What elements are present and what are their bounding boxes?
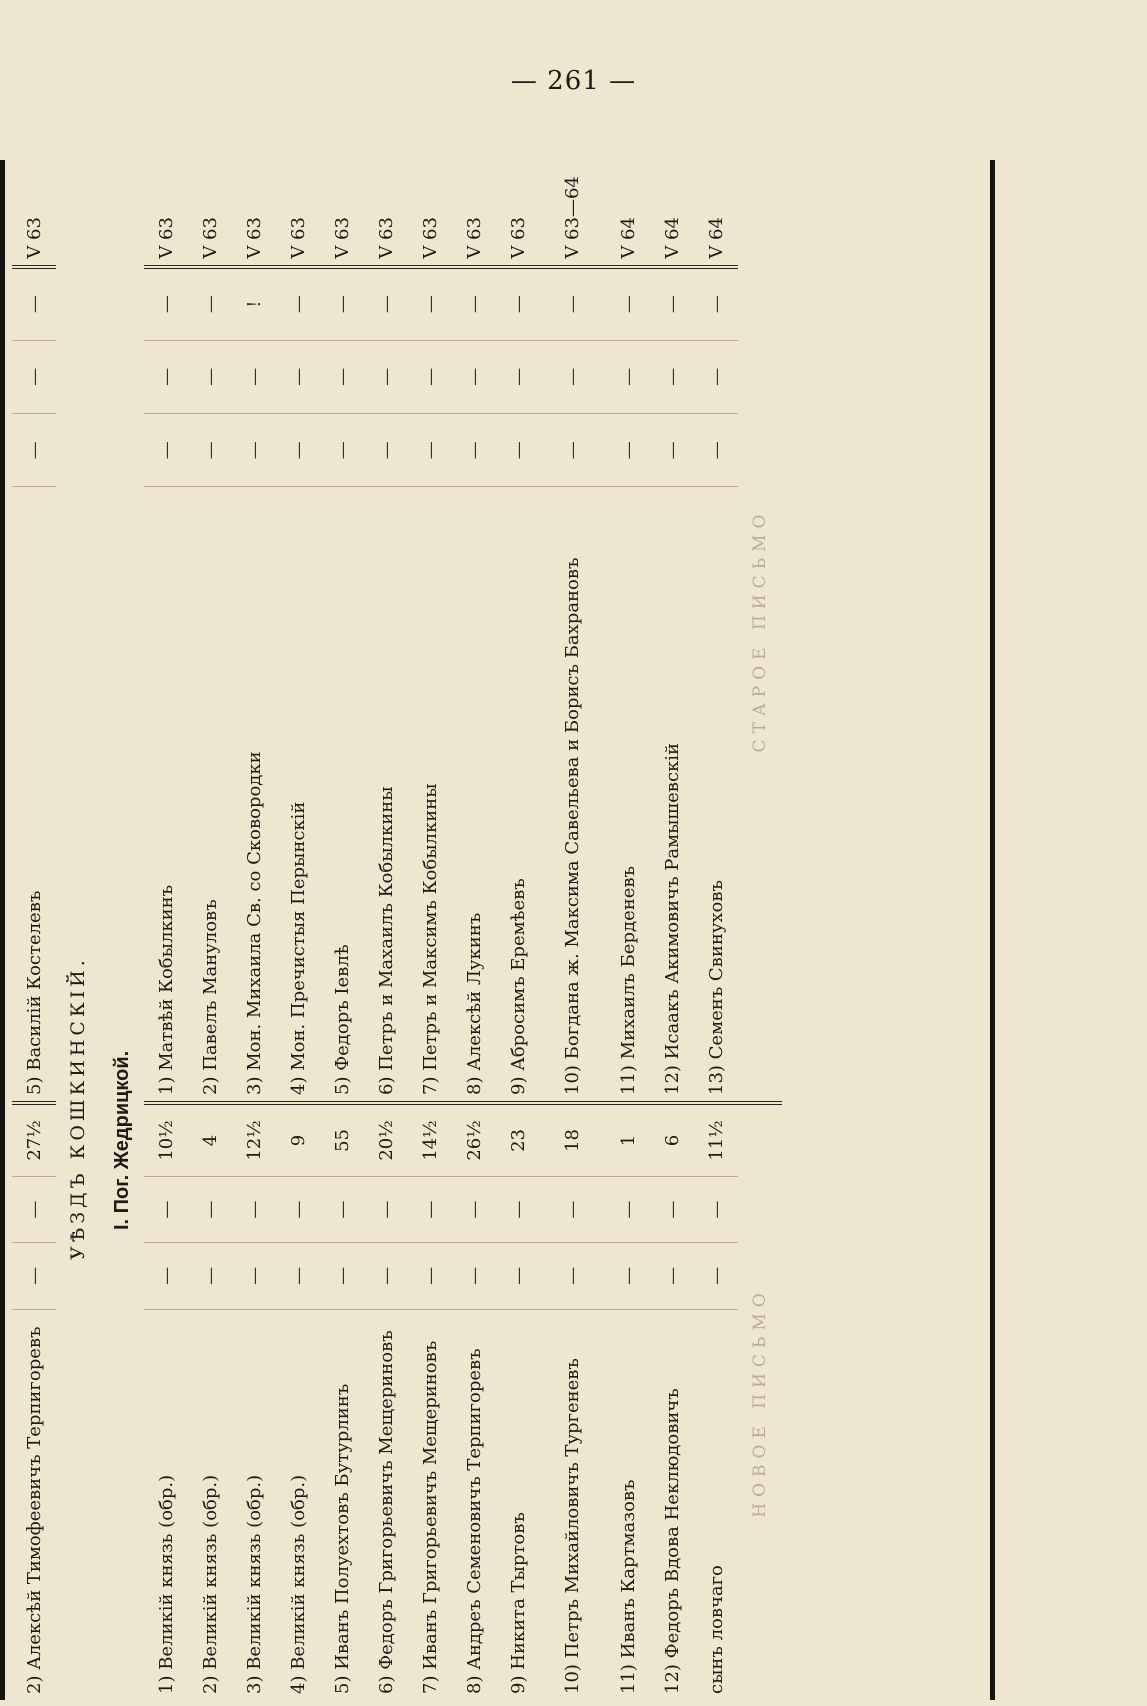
top-rule	[0, 160, 5, 1700]
left-dash-cell: —	[320, 1243, 364, 1309]
left-dash-cell: —	[12, 1176, 56, 1242]
left-dash-cell: —	[408, 1176, 452, 1242]
right-dash-cell: —	[12, 414, 56, 487]
right-dash-cell: —	[408, 414, 452, 487]
table-row	[650, 160, 694, 1700]
obzh-value-cell: 26½	[452, 1103, 496, 1176]
right-dash-cell: —	[12, 267, 56, 340]
right-dash-cell: —	[364, 414, 408, 487]
right-dash-cell: —	[232, 340, 276, 413]
left-dash-cell: —	[408, 1243, 452, 1309]
left-dash-cell: —	[606, 1176, 650, 1242]
page-number: — 261 —	[510, 66, 637, 96]
right-dash-cell: —	[650, 340, 694, 413]
left-dash-cell: —	[364, 1243, 408, 1309]
right-owner-cell: 2) Павелъ Мануловъ	[188, 487, 232, 1103]
table-row	[320, 160, 364, 1700]
pogost-heading-row	[100, 160, 144, 1700]
right-dash-cell: —	[496, 414, 540, 487]
left-dash-cell: —	[540, 1243, 606, 1309]
left-dash-cell: —	[606, 1243, 650, 1309]
right-dash-cell: —	[12, 340, 56, 413]
reference-cell: V 63	[496, 160, 540, 267]
reference-cell: V 63	[452, 160, 496, 267]
right-owner-cell: 6) Петръ и Махаилъ Кобылкины	[364, 487, 408, 1103]
right-dash-cell: —	[320, 267, 364, 340]
right-dash-cell: —	[650, 414, 694, 487]
right-dash-cell: —	[694, 414, 738, 487]
left-dash-cell: —	[496, 1176, 540, 1242]
left-owner-cell: 1) Великій князь (обр.)	[155, 1474, 177, 1694]
right-dash-cell: —	[606, 267, 650, 340]
reference-cell: V 63—64	[540, 160, 606, 267]
obzh-value-cell: 1	[606, 1103, 650, 1176]
reference-cell: V 63	[12, 160, 56, 267]
obzh-value-cell: 10½	[144, 1103, 188, 1176]
right-owner-cell: 3) Мон. Михаила Св. со Сковородки	[232, 487, 276, 1103]
obzh-value-cell: 23	[496, 1103, 540, 1176]
right-owner-cell: 5) Василій Костелевъ	[12, 487, 56, 1103]
left-owner-cell: 4) Великій князь (обр.)	[287, 1474, 309, 1694]
right-owner-cell: 5) Федоръ Іевлѣ	[320, 487, 364, 1103]
obzh-value-cell: 4	[188, 1103, 232, 1176]
right-dash-cell: —	[496, 340, 540, 413]
table-row	[540, 160, 606, 1700]
footer-left-label: НОВОЕ ПИСЬМО	[750, 1287, 770, 1518]
right-dash-cell: —	[540, 340, 606, 413]
right-dash-cell: —	[694, 340, 738, 413]
reference-cell: V 63	[364, 160, 408, 267]
obzh-value-cell: 9	[276, 1103, 320, 1176]
reference-cell: V 64	[606, 160, 650, 267]
reference-cell: V 63	[276, 160, 320, 267]
right-dash-cell: —	[408, 340, 452, 413]
right-dash-cell: —	[188, 414, 232, 487]
right-owner-cell: 8) Алексѣй Лукинъ	[452, 487, 496, 1103]
left-dash-cell: —	[276, 1176, 320, 1242]
right-dash-cell: —	[364, 267, 408, 340]
left-owner-cell: 3) Великій князь (обр.)	[243, 1474, 265, 1694]
right-dash-cell: —	[606, 340, 650, 413]
obzh-value-cell: 14½	[408, 1103, 452, 1176]
table-row	[276, 160, 320, 1700]
left-owner-cell: 9) Никита Тыртовъ	[507, 1512, 529, 1694]
right-owner-cell: 1) Матвѣй Кобылкинъ	[144, 487, 188, 1103]
right-dash-cell: —	[144, 340, 188, 413]
left-dash-cell: —	[144, 1176, 188, 1242]
table-row	[144, 160, 188, 1700]
left-dash-cell: —	[12, 1243, 56, 1309]
left-dash-cell: —	[144, 1243, 188, 1309]
table-row	[496, 160, 540, 1700]
left-dash-cell: —	[650, 1243, 694, 1309]
left-dash-cell: —	[364, 1176, 408, 1242]
obzh-value-cell: 55	[320, 1103, 364, 1176]
right-dash-cell: —	[540, 414, 606, 487]
right-dash-cell: —	[232, 414, 276, 487]
obzh-value-cell: 11½	[694, 1103, 738, 1176]
left-dash-cell: —	[694, 1243, 738, 1309]
left-owner-cell: 12) Федоръ Вдова Неклюдовичъ	[661, 1388, 683, 1694]
right-dash-cell: —	[188, 267, 232, 340]
pogost-heading: I. Пог. Жедрицкой.	[110, 1050, 133, 1230]
footer-right-label: СТАРОЕ ПИСЬМО	[738, 160, 782, 1103]
left-dash-cell: —	[540, 1176, 606, 1242]
left-owner-cell: 7) Иванъ Григорьевичъ Мещериновъ	[419, 1340, 441, 1694]
left-owner-cell: 2) Великій князь (обр.)	[199, 1474, 221, 1694]
table-row	[188, 160, 232, 1700]
left-owner-cell: 6) Федоръ Григорьевичъ Мещериновъ	[375, 1330, 397, 1694]
right-owner-cell: 4) Мон. Пречистыя Перынскій	[276, 487, 320, 1103]
obzh-value-cell: 12½	[232, 1103, 276, 1176]
reference-cell: V 63	[144, 160, 188, 267]
left-owner-cell: 5) Иванъ Полуехтовъ Бутурлинъ	[331, 1383, 353, 1694]
right-dash-cell: —	[276, 340, 320, 413]
right-owner-cell: 11) Михаилъ Берденевъ	[606, 487, 650, 1103]
right-dash-cell: !	[232, 267, 276, 340]
right-dash-cell: —	[540, 267, 606, 340]
left-dash-cell: —	[694, 1176, 738, 1242]
table-row	[606, 160, 650, 1700]
footer-row	[738, 160, 782, 1700]
right-owner-cell: 10) Богдана ж. Максима Савельева и Борисъ Бахрановъ	[540, 487, 606, 1103]
left-dash-cell: —	[496, 1243, 540, 1309]
right-dash-cell: —	[364, 340, 408, 413]
left-owner-cell: 10) Петръ Михайловичъ Тургеневъ	[562, 1358, 583, 1694]
right-dash-cell: —	[320, 414, 364, 487]
rotated-ledger-table	[0, 160, 1000, 1700]
table-row	[12, 160, 56, 1700]
right-dash-cell: —	[452, 414, 496, 487]
left-dash-cell: —	[188, 1243, 232, 1309]
left-dash-cell: —	[188, 1176, 232, 1242]
obzh-value-cell: 6	[650, 1103, 694, 1176]
table-row	[364, 160, 408, 1700]
left-owner-cell: 2) Алексѣй Тимофеевичъ Терпигоревъ	[23, 1326, 45, 1694]
left-dash-cell: —	[232, 1243, 276, 1309]
right-dash-cell: —	[188, 340, 232, 413]
right-owner-cell: 13) Семенъ Свинуховъ	[694, 487, 738, 1103]
table-row	[694, 160, 738, 1700]
left-dash-cell: —	[276, 1243, 320, 1309]
right-dash-cell: —	[276, 414, 320, 487]
right-dash-cell: —	[320, 340, 364, 413]
table-row	[408, 160, 452, 1700]
right-owner-cell: 9) Абросимъ Еремѣевъ	[496, 487, 540, 1103]
right-dash-cell: —	[694, 267, 738, 340]
bottom-rule	[990, 160, 995, 1700]
right-dash-cell: —	[144, 267, 188, 340]
right-dash-cell: —	[496, 267, 540, 340]
left-dash-cell: —	[452, 1176, 496, 1242]
right-dash-cell: —	[276, 267, 320, 340]
ledger-table	[12, 160, 782, 1700]
reference-cell: V 63	[408, 160, 452, 267]
obzh-value-cell: 20½	[364, 1103, 408, 1176]
reference-cell: V 63	[188, 160, 232, 267]
reference-cell: V 63	[232, 160, 276, 267]
obzh-value-cell: 27½	[12, 1103, 56, 1176]
reference-cell: V 64	[694, 160, 738, 267]
right-owner-cell: 12) Исаакъ Акимовичъ Рамышевскій	[650, 487, 694, 1103]
left-owner-cell: 8) Андреъ Семеновичъ Терпигоревъ	[463, 1348, 485, 1694]
right-dash-cell: —	[144, 414, 188, 487]
right-dash-cell: —	[452, 340, 496, 413]
left-owner-cell: сынъ ловчаго	[705, 1565, 727, 1694]
right-dash-cell: —	[606, 414, 650, 487]
district-heading: УѢЗДЪ КОШКИНСКІЙ.	[67, 956, 89, 1260]
obzh-value-cell: 18	[540, 1103, 606, 1176]
district-heading-row	[56, 160, 100, 1700]
left-owner-cell: 11) Иванъ Картмазовъ	[617, 1479, 639, 1694]
table-row	[232, 160, 276, 1700]
right-dash-cell: —	[408, 267, 452, 340]
right-owner-cell: 7) Петръ и Максимъ Кобылкины	[408, 487, 452, 1103]
left-dash-cell: —	[232, 1176, 276, 1242]
right-dash-cell: —	[650, 267, 694, 340]
left-dash-cell: —	[650, 1176, 694, 1242]
left-dash-cell: —	[452, 1243, 496, 1309]
reference-cell: V 64	[650, 160, 694, 267]
right-dash-cell: —	[452, 267, 496, 340]
left-dash-cell: —	[320, 1176, 364, 1242]
table-row	[452, 160, 496, 1700]
reference-cell: V 63	[320, 160, 364, 267]
